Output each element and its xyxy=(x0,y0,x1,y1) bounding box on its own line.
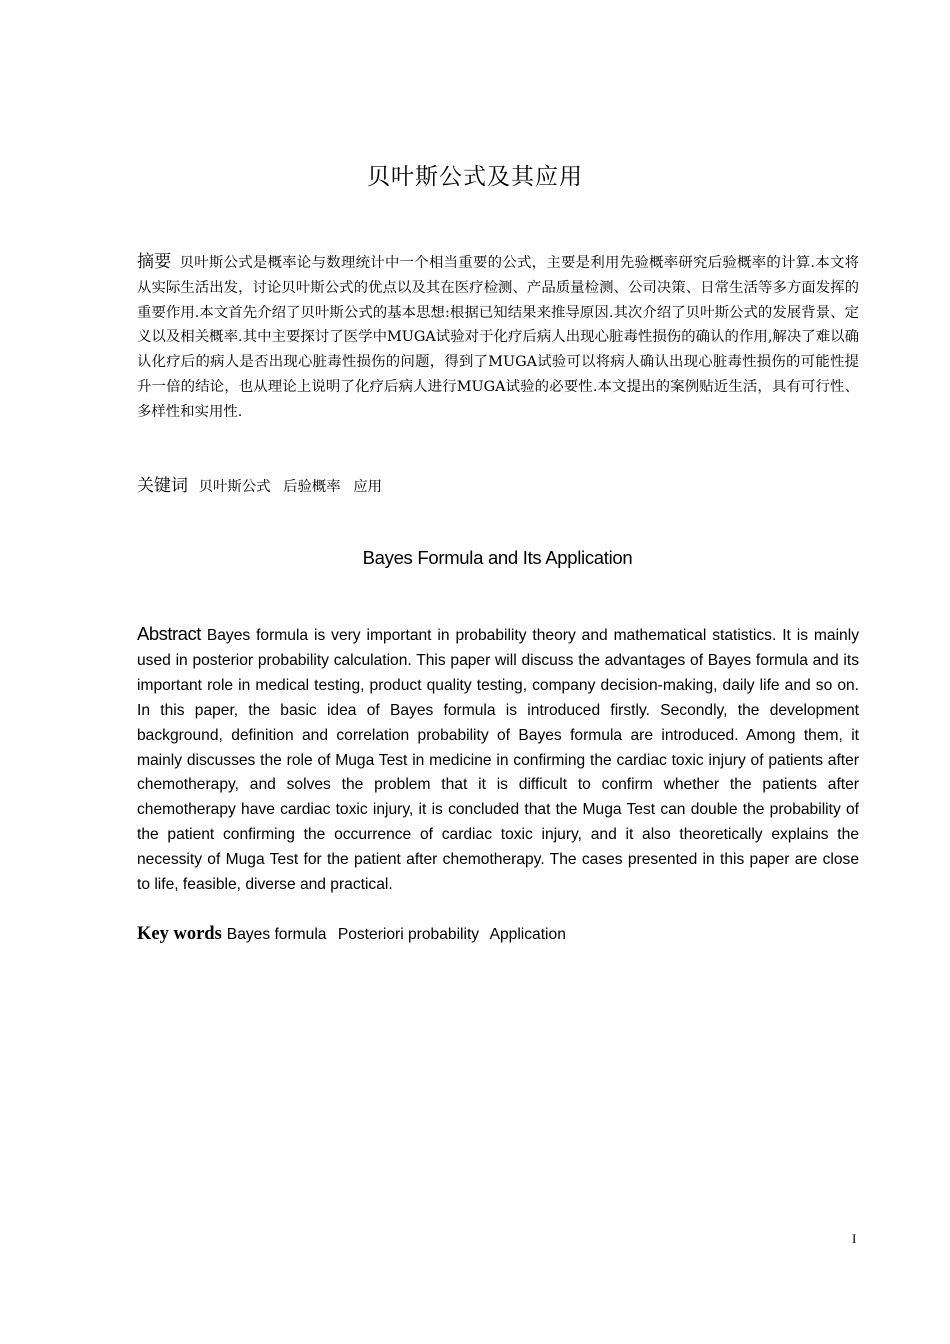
chinese-keyword: 应用 xyxy=(353,479,383,495)
english-keywords-label: Key words xyxy=(137,924,222,944)
chinese-keywords xyxy=(137,474,859,499)
page-number: I xyxy=(852,1231,857,1246)
chinese-keyword: 后验概率 xyxy=(283,479,341,495)
english-abstract-label: Abstract xyxy=(137,623,201,644)
chinese-title: 贝叶斯公式及其应用 xyxy=(367,164,583,190)
english-keyword: Posteriori probability xyxy=(337,926,480,943)
chinese-abstract xyxy=(137,250,859,425)
english-abstract-text: Bayes formula is very important in probability theory and mathematical statistics. It is mainly used in posterior probability calculation. This paper will discuss the advantages of Bayes formula and its important role in medical testing, product quality testing, company decision-making, daily life and so on. In this paper, the basic idea of Bayes formula is introduced firstly. Secondly, the development background, definition and correlation probability of Bayes formula are introduced. Among them, it mainly discusses the role of Muga Test in medicine in confirming the cardiac toxic injury of patients after chemotherapy, and solves the problem that it is difficult to confirm whether the patients after chemotherapy have cardiac toxic injury, it is concluded that the Muga Test can double the probability of the patient confirming the occurrence of cardiac toxic injury, and it also theoretically explains the necessity of Muga Test for the patient after chemotherapy. The cases presented in this paper are close to life, feasible, diverse and practical. xyxy=(137,627,859,894)
english-title: Bayes Formula and Its Application xyxy=(362,547,633,568)
english-keywords xyxy=(137,922,859,947)
english-abstract xyxy=(137,622,859,898)
chinese-keywords-label: 关键词 xyxy=(137,476,188,496)
chinese-keyword: 贝叶斯公式 xyxy=(198,479,271,495)
chinese-abstract-text: 贝叶斯公式是概率论与数理统计中一个相当重要的公式，主要是利用先验概率研究后验概率的计算.本文将从实际生活出发，讨论贝叶斯公式的优点以及其在医疗检测、产品质量检测、公司决策、日常生活等多方面发挥的重要作用.本文首先介绍了贝叶斯公式的基本思想:根据已知结果来推导原因.其次介绍了贝叶斯公式的发展背景、定义以及相关概率.其中主要探讨了医学中MUGA试验对于化疗后病人出现心脏毒性损伤的确认的作用,解决了难以确认化疗后的病人是否出现心脏毒性损伤的问题，得到了MUGA试验可以将病人确认出现心脏毒性损伤的可能性提升一倍的结论，也从理论上说明了化疗后病人进行MUGA试验的必要性.本文提出的案例贴近生活，具有可行性、多样性和实用性. xyxy=(137,255,860,420)
english-keyword: Application xyxy=(489,926,566,943)
chinese-abstract-label: 摘要 xyxy=(137,252,172,272)
english-keyword: Bayes formula xyxy=(226,926,327,943)
